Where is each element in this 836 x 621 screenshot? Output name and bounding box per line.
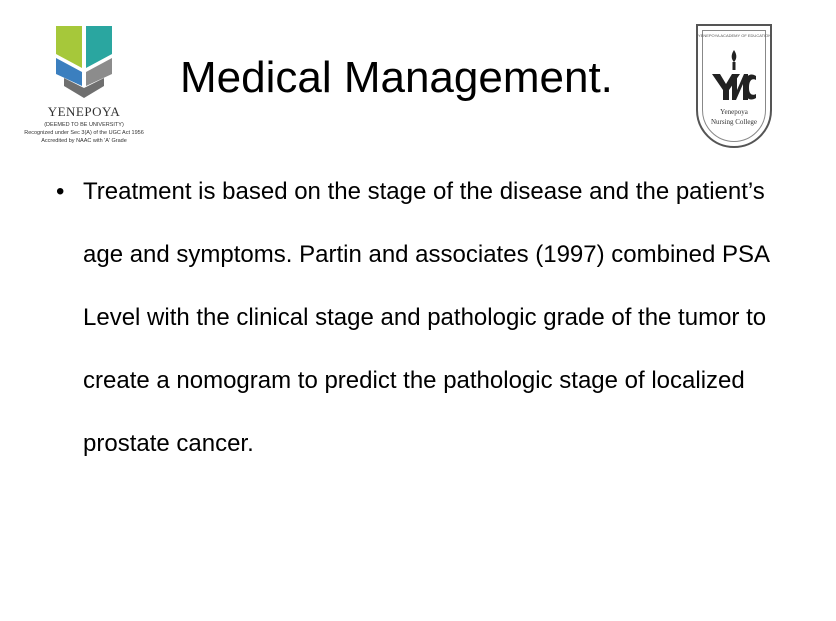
logo-line-2: Nursing College (710, 118, 758, 126)
yenepoya-nursing-college-logo (696, 24, 772, 148)
bullet-list (56, 170, 786, 485)
logo-accreditation: Accredited by NAAC with 'A' Grade (41, 138, 127, 144)
bullet-dot-icon: • (56, 178, 65, 205)
slide-title: Medical Management. (180, 53, 613, 102)
logo-name: YENEPOYA (47, 104, 121, 119)
lamp-monogram-icon (710, 46, 758, 104)
yenepoya-university-logo (24, 20, 144, 156)
logo-arc-text: YENEPOYA ACADEMY OF EDUCATION (698, 33, 772, 38)
shield-logo-icon (52, 24, 116, 102)
logo-recognition: Recognized under Sec 3(A) of the UGC Act 1956 (24, 130, 144, 136)
logo-line-1: Yenepoya (720, 108, 748, 116)
logo-subtitle: (DEEMED TO BE UNIVERSITY) (44, 122, 124, 128)
bullet-text: Treatment is based on the stage of the disease and the patient’s age and symptoms. Partin and associates (1997) combined PSA Level with the clinical stage and pathologic grade of the tumor to create a nomogram to predict the pathologic stage of localized prostate cancer. (83, 178, 769, 457)
bullet-item (56, 170, 786, 485)
